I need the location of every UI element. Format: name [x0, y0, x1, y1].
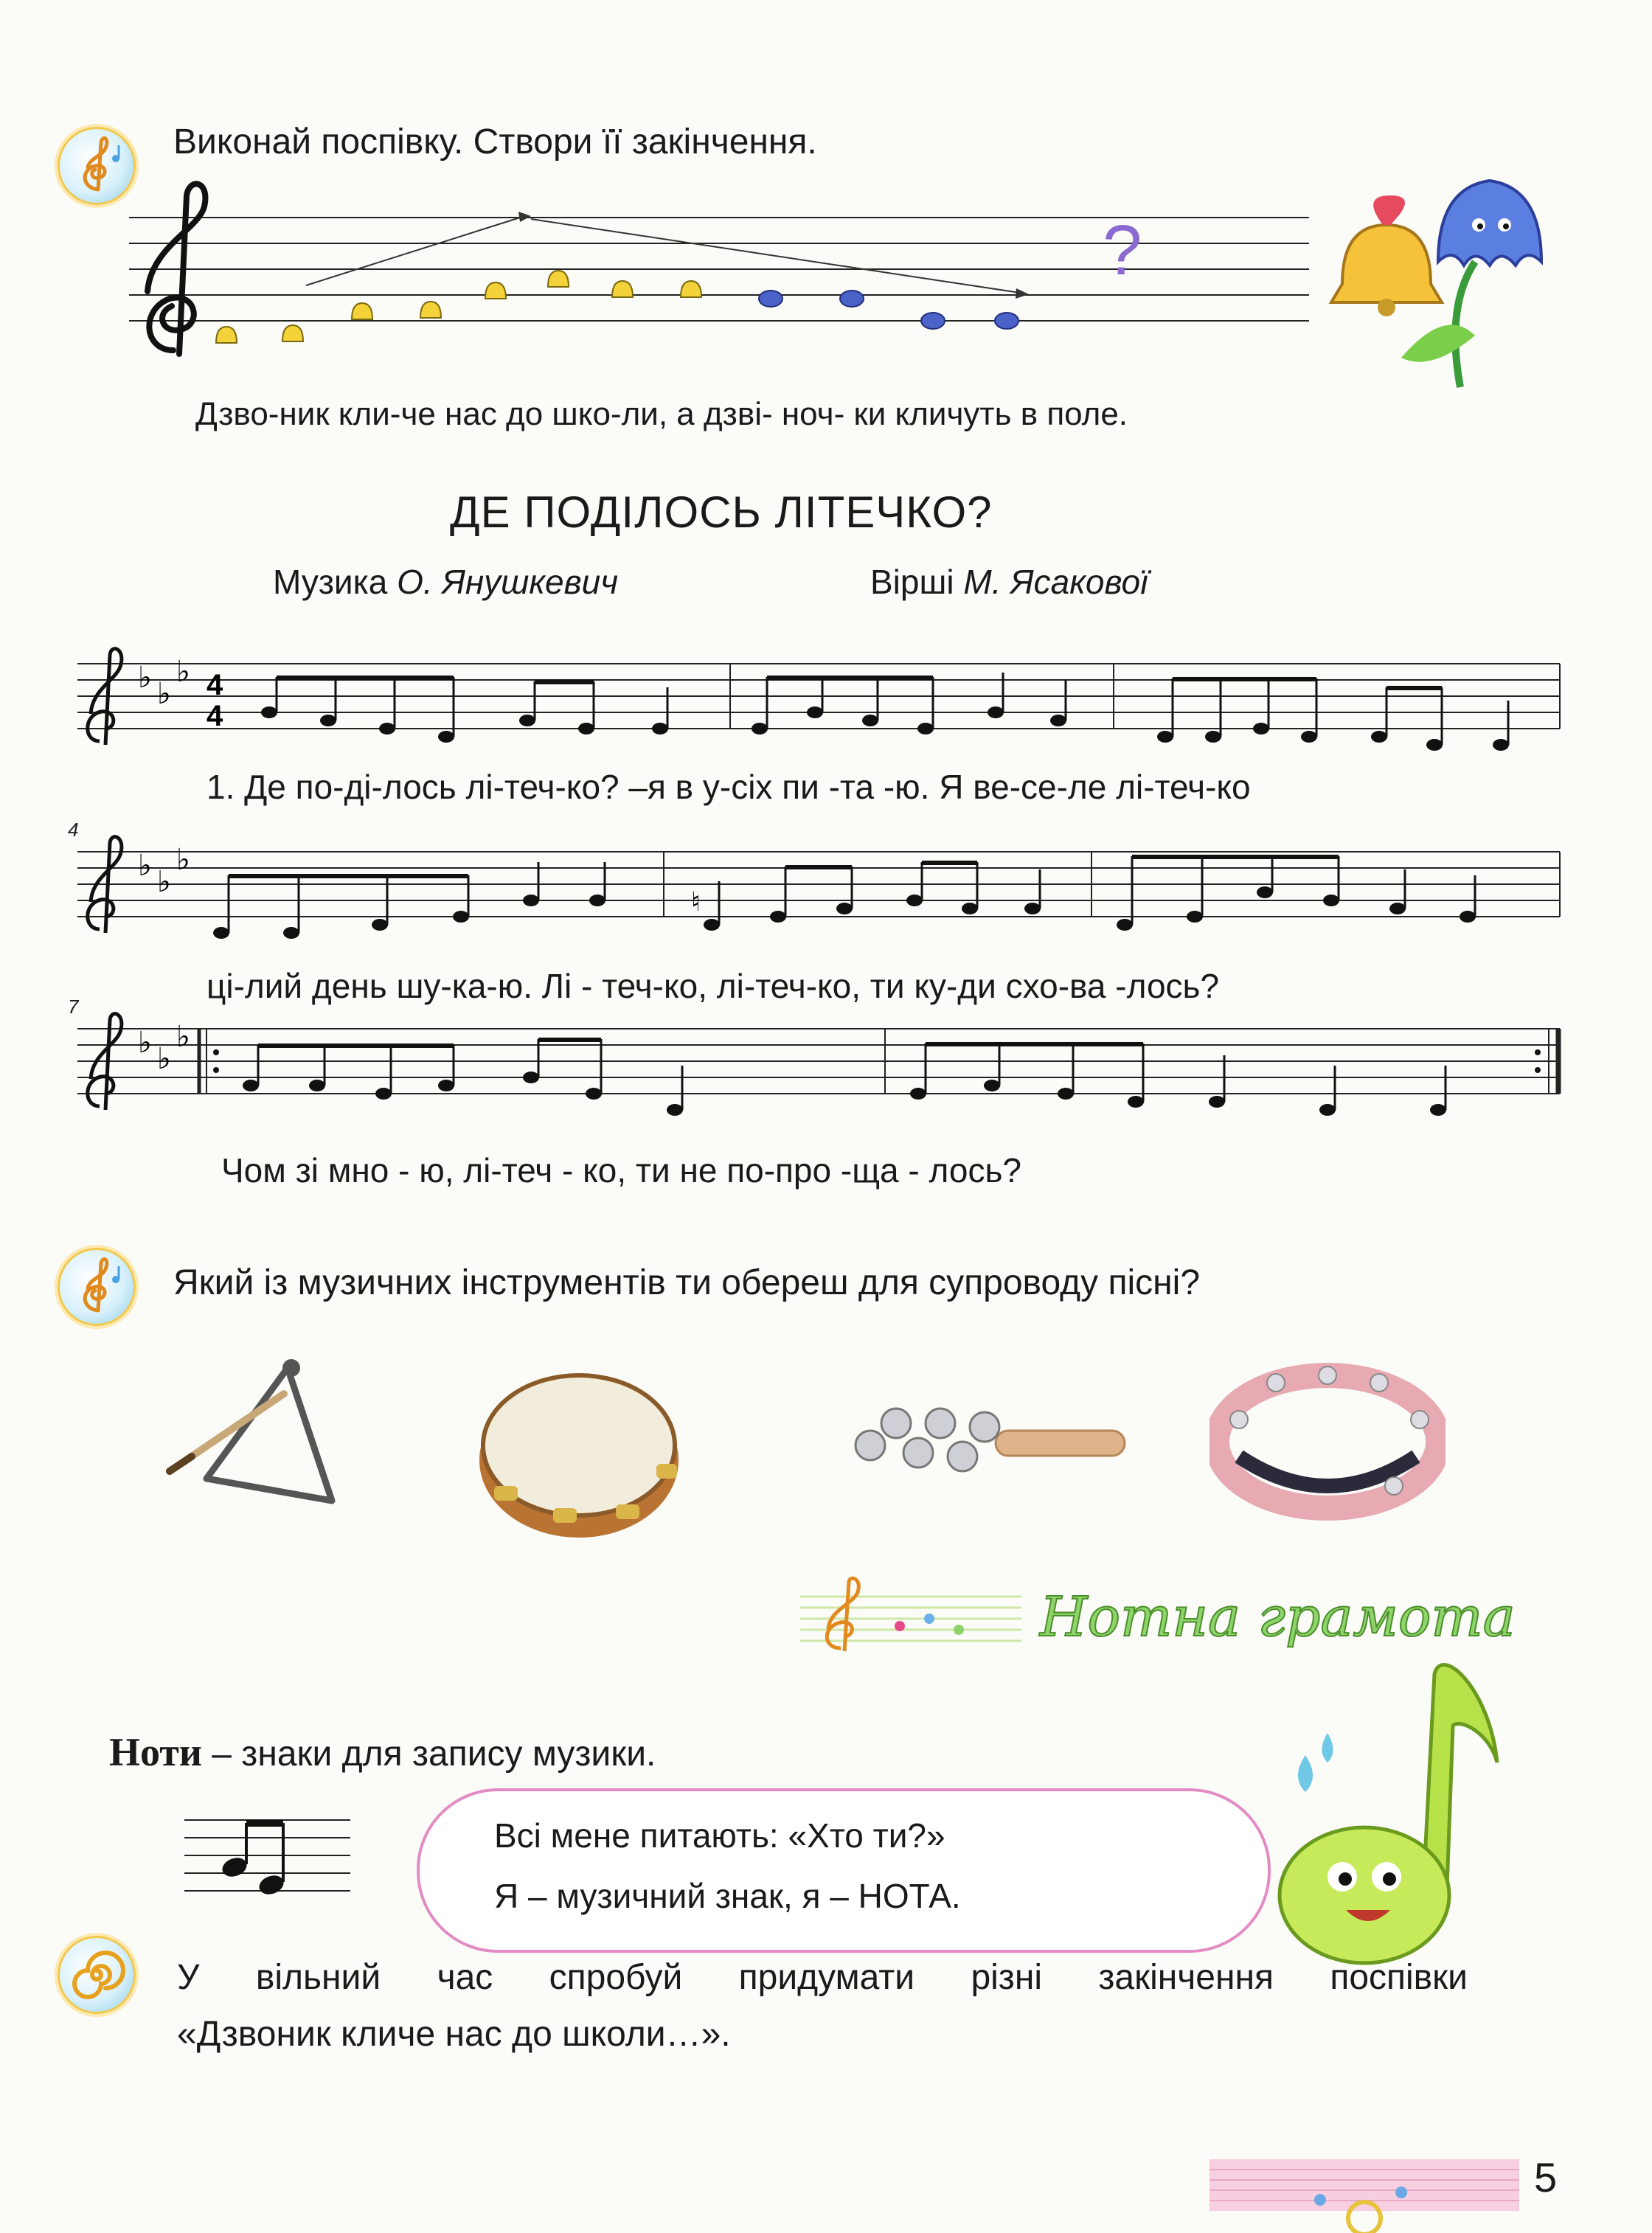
bell-note	[612, 281, 633, 297]
speech-bubble-text	[494, 1805, 961, 1926]
measure-number-4: 4	[68, 819, 79, 841]
definition-text: – знаки для запису музики.	[201, 1734, 656, 1774]
task1-lyric: Дзво-ник кли-че нас до шко-ли, а дзві- ноч- ки кличуть в поле.	[195, 396, 1128, 432]
bell-note	[548, 271, 569, 287]
song-music-credit: Музика О. Янушкевич	[273, 563, 619, 601]
triangle-icon[interactable]	[162, 1353, 347, 1508]
svg-text:♭: ♭	[176, 843, 190, 877]
svg-text:♭: ♭	[138, 849, 152, 883]
treble-clef-icon-2	[58, 1248, 136, 1326]
task2-instruction: Який із музичних інструментів ти обереш для супроводу пісні?	[173, 1263, 1201, 1302]
page-number-decor	[1210, 2159, 1519, 2233]
svg-text:♭: ♭	[157, 865, 171, 899]
task1-instruction: Виконай поспівку. Створи її закінчення.	[173, 122, 817, 162]
rising-arrow	[306, 218, 520, 285]
section-title: Нотна грамота	[1040, 1586, 1516, 1649]
jingle-stick-icon[interactable]	[848, 1394, 1128, 1490]
time-signature-top: 4	[206, 669, 223, 701]
song-staff-line3	[77, 1014, 1582, 1125]
time-signature-bottom: 4	[206, 700, 223, 732]
spiral-icon	[58, 1936, 136, 2014]
song-lyric-line3: Чом зі мно - ю, лі-теч - ко, ти не по-про -ща - лось?	[221, 1151, 1021, 1190]
tambourine-icon[interactable]	[472, 1361, 686, 1552]
song-lyric-line2: ці-лий день шу-ка-ю. Лі - теч-ко, лі-теч-ко, ти ку-ди схо-ва -лось?	[206, 967, 1220, 1005]
bell-note	[420, 302, 441, 318]
definition-term: Ноти	[109, 1730, 202, 1774]
svg-text:♮: ♮	[691, 887, 701, 917]
song-lyrics-credit: Вірші М. Ясакової	[870, 563, 1148, 601]
bluebell-note	[840, 291, 864, 307]
svg-text:♭: ♭	[176, 655, 190, 689]
svg-text:♭: ♭	[157, 677, 171, 711]
homework-line1: У вільний час спробуй придумати різні закінчення поспівки	[177, 1958, 1468, 1997]
bell-and-bluebell-icon	[1313, 173, 1556, 395]
bluebell-note	[995, 313, 1018, 329]
bluebell-note	[921, 313, 945, 329]
bubble-line1: Всі мене питають: «Хто ти?»	[494, 1816, 945, 1855]
question-mark: ?	[1103, 211, 1142, 290]
bell-note	[352, 303, 372, 319]
svg-text:♭: ♭	[138, 661, 152, 695]
bell-note	[282, 325, 303, 341]
song-lyric-line1: 1. Де по-ді-лось лі-теч-ко? –я в у-сіх пи -та -ю. Я ве-се-ле лі-теч-ко	[206, 768, 1251, 806]
svg-text:♭: ♭	[138, 1026, 152, 1060]
section-banner-decor	[800, 1574, 1021, 1656]
song-staff-line1	[77, 649, 1582, 752]
tambourine-ring-icon[interactable]	[1210, 1361, 1446, 1523]
measure-number-7: 7	[68, 996, 79, 1018]
bell-note	[485, 282, 506, 299]
bell-note	[216, 327, 237, 343]
bell-note	[681, 281, 701, 297]
svg-text:♭: ♭	[157, 1042, 171, 1076]
bluebell-note	[759, 291, 782, 307]
definition	[109, 1729, 656, 1775]
page-number: 5	[1534, 2154, 1558, 2201]
homework	[177, 1949, 1468, 2063]
note-example-staff	[184, 1807, 354, 1903]
song-title: ДЕ ПОДІЛОСЬ ЛІТЕЧКО?	[450, 487, 993, 537]
homework-line2: «Дзвоник кличе нас до школи…».	[177, 2015, 731, 2054]
falling-arrow	[531, 219, 1020, 293]
bubble-line2: Я – музичний знак, я – НОТА.	[494, 1877, 961, 1915]
note-character-icon	[1276, 1645, 1519, 1969]
song-staff-line2	[77, 837, 1582, 948]
svg-text:♭: ♭	[176, 1020, 190, 1054]
